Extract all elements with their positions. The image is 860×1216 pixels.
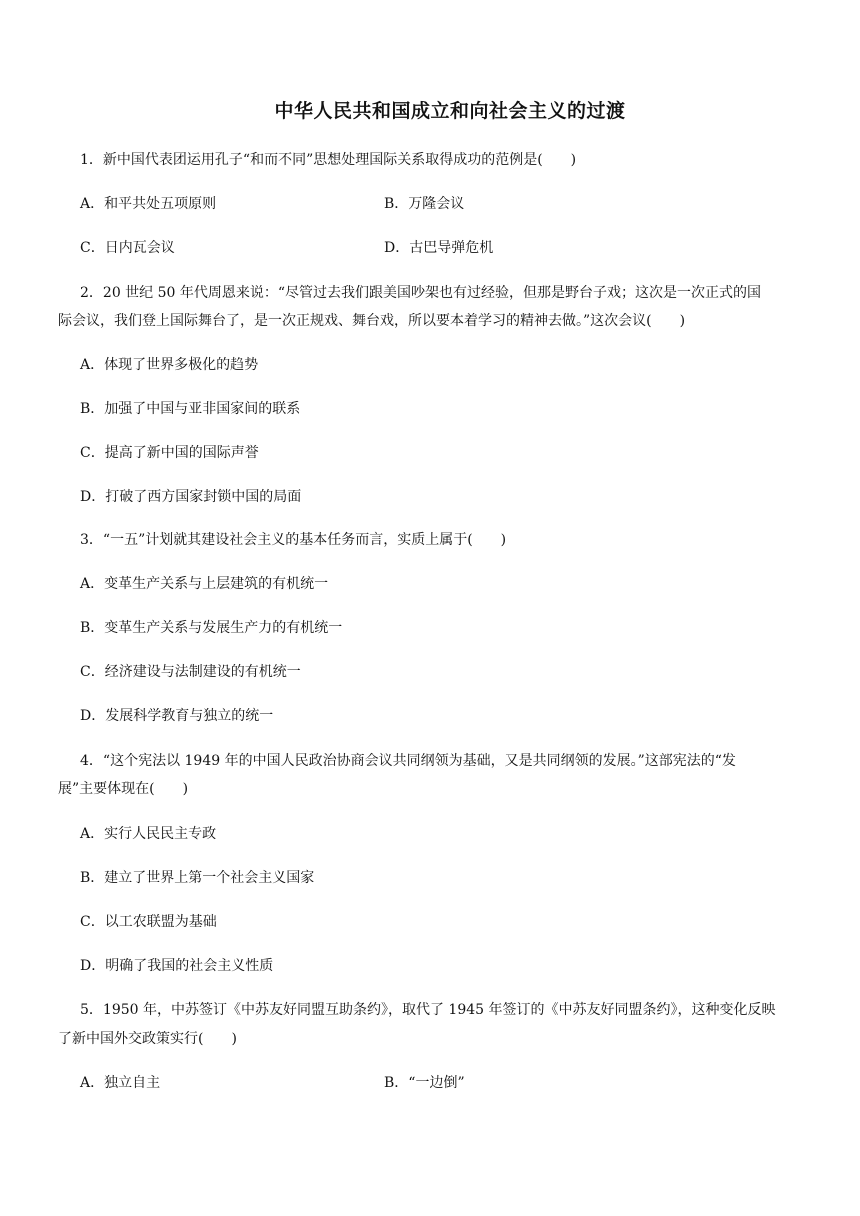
question-3-option-b: B．变革生产关系与发展生产力的有机统一 [80, 620, 343, 636]
question-1-stem: 1．新中国代表团运用孔子“和而不同”思想处理国际关系取得成功的范例是( ) [80, 152, 577, 168]
question-3-option-c: C．经济建设与法制建设的有机统一 [80, 664, 301, 680]
question-5-stem-line-2: 了新中国外交政策实行( ) [58, 1031, 237, 1047]
question-4-stem-line-1: 4．“这个宪法以 1949 年的中国人民政治协商会议共同纲领为基础，又是共同纲领的发展。”这部宪法的“发 [80, 753, 736, 769]
question-2-option-c: C．提高了新中国的国际声誉 [80, 445, 259, 461]
page-title: 中华人民共和国成立和向社会主义的过渡 [274, 100, 626, 122]
question-2-option-d: D．打破了西方国家封锁中国的局面 [80, 489, 302, 505]
question-2-option-a: A．体现了世界多极化的趋势 [80, 357, 259, 373]
question-2-stem-line-1: 2．20 世纪 50 年代周恩来说：“尽管过去我们跟美国吵架也有过经验，但那是野台子戏；这次是一次正式的国 [80, 285, 762, 301]
question-3-option-a: A．变革生产关系与上层建筑的有机统一 [80, 576, 329, 592]
question-4-stem-line-2: 展”主要体现在( ) [58, 781, 189, 797]
question-2-stem-line-2: 际会议，我们登上国际舞台了，是一次正规戏、舞台戏，所以要本着学习的精神去做。”这次会议( ) [58, 313, 686, 329]
question-3-stem: 3．“一五”计划就其建设社会主义的基本任务而言，实质上属于( ) [80, 532, 507, 548]
question-4-option-d: D．明确了我国的社会主义性质 [80, 958, 274, 974]
question-3-option-d: D．发展科学教育与独立的统一 [80, 708, 274, 724]
question-4-option-c: C．以工农联盟为基础 [80, 914, 217, 930]
question-1-option-d: D．古巴导弹危机 [384, 240, 494, 256]
question-1-option-a: A．和平共处五项原则 [80, 196, 217, 212]
question-4-option-a: A．实行人民民主专政 [80, 826, 217, 842]
question-1-option-c: C．日内瓦会议 [80, 240, 175, 256]
question-5-option-a: A．独立自主 [80, 1075, 161, 1091]
question-2-option-b: B．加强了中国与亚非国家间的联系 [80, 401, 301, 417]
question-5-stem-line-1: 5．1950 年，中苏签订《中苏友好同盟互助条约》，取代了 1945 年签订的《中苏友好同盟条约》，这种变化反映 [80, 1002, 776, 1018]
question-4-option-b: B．建立了世界上第一个社会主义国家 [80, 870, 315, 886]
question-1-option-b: B．万隆会议 [384, 196, 465, 212]
question-5-option-b: B．“一边倒” [384, 1075, 465, 1091]
